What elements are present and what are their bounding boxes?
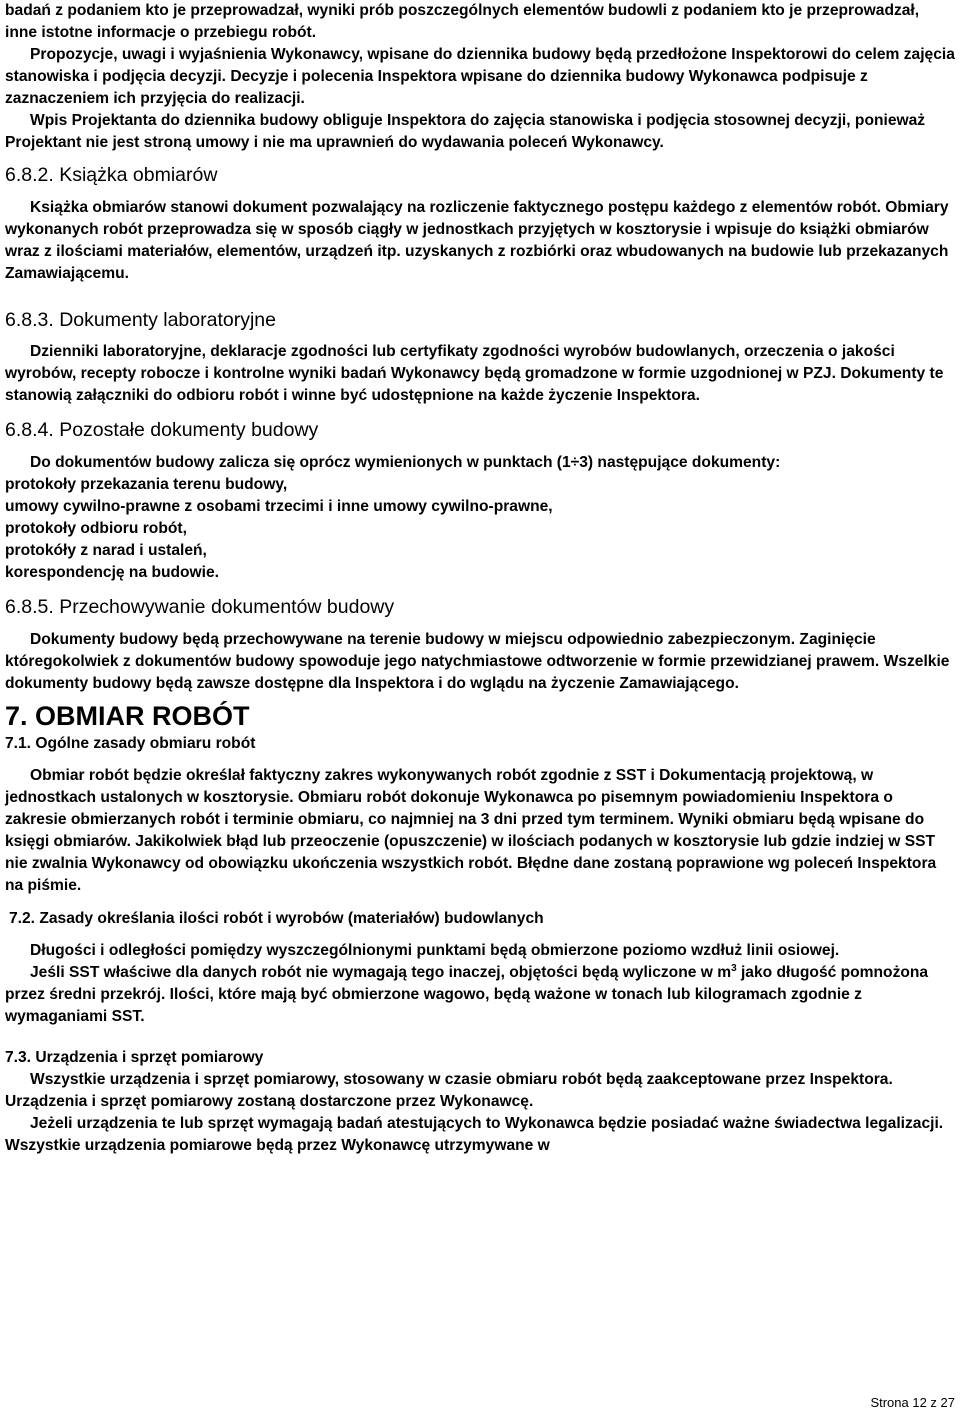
list-item: korespondencję na budowie.: [5, 564, 220, 581]
paragraph-7-3-acceptance: Wszystkie urządzenia i sprzęt pomiarowy, stosowany w czasie obmiaru robót będą zaakceptowane przez Inspektora. Urządzenia i sprzęt pomiarowy zostaną dostarczone przez Wykonawcę.: [5, 1071, 893, 1110]
volumes-text-end: jako długość pomnożona przez średni przekrój. Ilości, które mają być obmierzone wagowo, będą ważone w tonach lub kilogramach zgodnie z wymaganiami SST.: [5, 964, 929, 1025]
list-item: protokoły przekazania terenu budowy,: [5, 476, 288, 493]
list-item: protokóły z narad i ustaleń,: [5, 542, 207, 559]
paragraph-6-8-4: Do dokumentów budowy zalicza się oprócz wymienionych w punktach (1÷3) następujące dokumenty:: [30, 454, 781, 471]
paragraph-7-2-lengths: Długości i odległości pomiędzy wyszczególnionymi punktami będą obmierzone poziomo wzdłuż linii osiowej.: [30, 942, 840, 959]
heading-7-1: 7.1. Ogólne zasady obmiaru robót: [5, 735, 256, 752]
paragraph-6-8-5: Dokumenty budowy będą przechowywane na terenie budowy w miejscu odpowiednio zabezpieczonym. Zaginięcie któregokolwiek z dokumentów budowy spowoduje jego natychmiastowe odtworzenie w formie przewidzianej prawem. Wszelkie dokumenty budowy będą zawsze dostępne dla Inspektora i do wglądu na życzenie Zamawiającego.: [5, 631, 950, 692]
paragraph-intro: badań z podaniem kto je przeprowadzał, wyniki prób poszczególnych elementów budowli z podaniem kto je przeprowadzał, inne istotne informacje o przebiegu robót.: [5, 2, 920, 41]
paragraph-6-8-2: Książka obmiarów stanowi dokument pozwalający na rozliczenie faktycznego postępu każdego z elementów robót. Obmiary wykonanych robót przeprowadza się w sposób ciągły w jednostkach przyjętych w kosztorysie i wpisuje do książki obmiarów wraz z ilościami materiałów, elementów, urządzeń itp. uzyskanych z rozbiórki oraz wbudowanych na budowie lub przekazanych Zamawiającemu.: [5, 199, 949, 282]
paragraph-7-1: Obmiar robót będzie określał faktyczny zakres wykonywanych robót zgodnie z SST i Dokumentacją projektową, w jednostkach ustalonych w kosztorysie. Obmiaru robót dokonuje Wykonawca po pisemnym powiadomieniu Inspektora o zakresie obmierzanych robót i terminie obmiaru, co najmniej na 3 dni przed tym terminem. Wyniki obmiaru będą wpisane do księgi obmiarów. Jakikolwiek błąd lub przeoczenie (opuszczenie) w ilościach podanych w kosztorysie lub gdzie indziej w SST nie zwalnia Wykonawcy od obowiązku ukończenia wszystkich robót. Błędne dane zostaną poprawione wg poleceń Inspektora na piśmie.: [5, 767, 937, 894]
superscript-3: 3: [731, 962, 737, 974]
heading-7: 7. OBMIAR ROBÓT: [5, 701, 250, 731]
volumes-text-start: Jeśli SST właściwe dla danych robót nie wymagają tego inaczej, objętości będą wyliczone w m: [30, 964, 732, 981]
heading-6-8-5: 6.8.5. Przechowywanie dokumentów budowy: [5, 596, 395, 618]
document-page: [5, 0, 955, 1157]
heading-7-3: 7.3. Urządzenia i sprzęt pomiarowy: [5, 1049, 264, 1066]
heading-6-8-3: 6.8.3. Dokumenty laboratoryjne: [5, 309, 276, 331]
list-item: protokoły odbioru robót,: [5, 520, 187, 537]
paragraph-7-2-volumes: [5, 962, 955, 1028]
heading-7-2: 7.2. Zasady określania ilości robót i wyrobów (materiałów) budowlanych: [9, 910, 544, 927]
paragraph-6-8-3: Dzienniki laboratoryjne, deklaracje zgodności lub certyfikaty zgodności wyrobów budowlanych, orzeczenia o jakości wyrobów, recepty robocze i kontrolne wyniki badań Wykonawcy będą gromadzone w formie uzgodnionej w PZJ. Dokumenty te stanowią załączniki do odbioru robót i winne być udostępnione na każde życzenie Inspektora.: [5, 343, 944, 404]
list-item: umowy cywilno-prawne z osobami trzecimi i inne umowy cywilno-prawne,: [5, 498, 553, 515]
heading-6-8-4: 6.8.4. Pozostałe dokumenty budowy: [5, 419, 319, 441]
documents-list: [5, 474, 955, 584]
paragraph-proposals: Propozycje, uwagi i wyjaśnienia Wykonawcy, wpisane do dziennika budowy będą przedłożone Inspektorowi do celem zajęcia stanowiska i podjęcia decyzji. Decyzje i polecenia Inspektora wpisane do dziennika budowy Wykonawca podpisuje z zaznaczeniem ich przyjęcia do realizacji.: [5, 46, 955, 107]
heading-6-8-2: 6.8.2. Książka obmiarów: [5, 164, 218, 186]
paragraph-7-3-legalization: Jeżeli urządzenia te lub sprzęt wymagają badań atestujących to Wykonawca będzie posiadać ważne świadectwa legalizacji. Wszystkie urządzenia pomiarowe będą przez Wykonawcę utrzymywane w: [5, 1115, 944, 1154]
paragraph-designer: Wpis Projektanta do dziennika budowy obliguje Inspektora do zajęcia stanowiska i podjęcia stosownej decyzji, ponieważ Projektant nie jest stroną umowy i nie ma uprawnień do wydawania poleceń Wykonawcy.: [5, 112, 926, 151]
page-number: Strona 12 z 27: [870, 1395, 955, 1410]
